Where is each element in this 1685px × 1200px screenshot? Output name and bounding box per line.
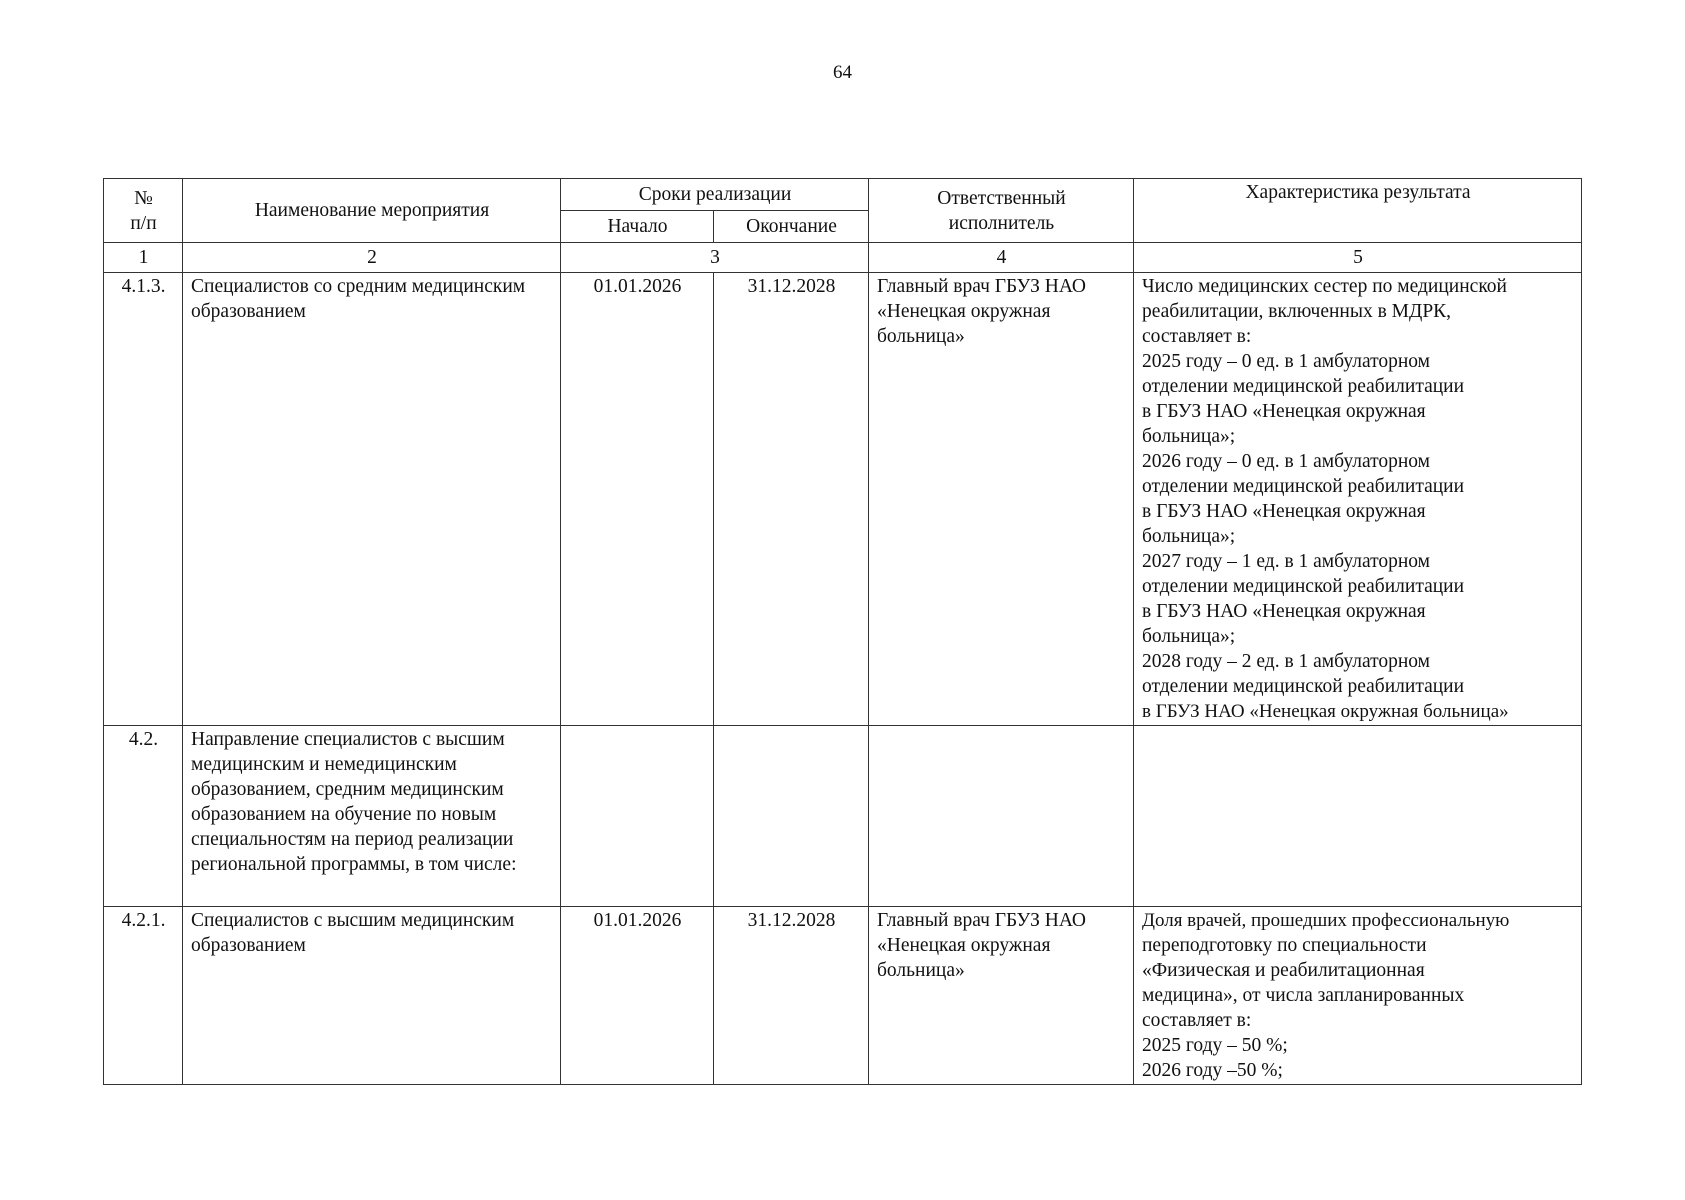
header-period: Сроки реализации: [561, 179, 869, 211]
row-name: Специалистов со средним медицинским образованием: [183, 273, 561, 726]
header-name: Наименование мероприятия: [183, 179, 561, 243]
result-line: 2025 году – 50 %;: [1142, 1035, 1288, 1056]
result-line: отделении медицинской реабилитации: [1142, 476, 1465, 497]
result-line: отделении медицинской реабилитации: [1142, 676, 1465, 697]
header-end: Окончание: [714, 211, 869, 243]
result-line: больница»;: [1142, 426, 1236, 447]
row-num: 4.1.3.: [104, 273, 183, 726]
table-row: [104, 907, 1582, 1085]
header-responsible: [869, 179, 1134, 243]
result-line: Число медицинских сестер по медицинской: [1142, 276, 1507, 297]
result-line: реабилитации, включенных в МДРК,: [1142, 301, 1452, 322]
header-num-line1: №: [134, 187, 153, 209]
row-start: 01.01.2026: [561, 907, 714, 1085]
result-line: в ГБУЗ НАО «Ненецкая окружная: [1142, 501, 1426, 522]
result-line: «Физическая и реабилитационная: [1142, 960, 1425, 981]
result-line: составляет в:: [1142, 326, 1252, 347]
result-line: 2025 году – 0 ед. в 1 амбулаторном: [1142, 351, 1431, 372]
result-line: 2026 году – 0 ед. в 1 амбулаторном: [1142, 451, 1431, 472]
header-num: [104, 179, 183, 243]
result-line: в ГБУЗ НАО «Ненецкая окружная: [1142, 401, 1426, 422]
result-line: Доля врачей, прошедших профессиональную: [1142, 910, 1510, 931]
result-line: медицина», от числа запланированных: [1142, 985, 1465, 1006]
header-responsible-line2: исполнитель: [948, 212, 1055, 234]
column-number-2: 2: [183, 243, 561, 273]
page-number: 64: [833, 62, 852, 83]
column-number-3: 3: [561, 243, 869, 273]
result-line: 2026 году –50 %;: [1142, 1060, 1283, 1081]
row-end: 31.12.2028: [714, 273, 869, 726]
result-line: в ГБУЗ НАО «Ненецкая окружная больница»: [1142, 701, 1509, 722]
row-start: 01.01.2026: [561, 273, 714, 726]
result-line: составляет в:: [1142, 1010, 1252, 1031]
column-number-5: 5: [1134, 243, 1582, 273]
row-num: 4.2.: [104, 726, 183, 907]
row-end: [714, 726, 869, 907]
row-num: 4.2.1.: [104, 907, 183, 1085]
row-result: [1134, 273, 1582, 726]
header-start: Начало: [561, 211, 714, 243]
result-line: в ГБУЗ НАО «Ненецкая окружная: [1142, 601, 1426, 622]
result-line: больница»;: [1142, 626, 1236, 647]
row-responsible: [869, 726, 1134, 907]
row-name: Направление специалистов с высшим медицинским и немедицинским образованием, средним медицинским образованием на обучение по новым специальностям на период реализации региональной программы, в том числе:: [183, 726, 561, 907]
row-result: [1134, 726, 1582, 907]
header-result: Характеристика результата: [1134, 179, 1582, 243]
column-number-1: 1: [104, 243, 183, 273]
result-line: отделении медицинской реабилитации: [1142, 576, 1465, 597]
column-number-4: 4: [869, 243, 1134, 273]
row-responsible: Главный врач ГБУЗ НАО «Ненецкая окружная больница»: [869, 907, 1134, 1085]
activities-table: [103, 178, 1582, 1085]
table-row: [104, 273, 1582, 726]
result-line: 2028 году – 2 ед. в 1 амбулаторном: [1142, 651, 1431, 672]
header-responsible-line1: Ответственный: [937, 187, 1066, 209]
row-start: [561, 726, 714, 907]
row-end: 31.12.2028: [714, 907, 869, 1085]
table-row: [104, 726, 1582, 907]
row-result: [1134, 907, 1582, 1085]
row-name: Специалистов с высшим медицинским образованием: [183, 907, 561, 1085]
result-line: 2027 году – 1 ед. в 1 амбулаторном: [1142, 551, 1431, 572]
result-line: отделении медицинской реабилитации: [1142, 376, 1465, 397]
header-num-line2: п/п: [130, 212, 157, 234]
result-line: переподготовку по специальности: [1142, 935, 1427, 956]
result-line: больница»;: [1142, 526, 1236, 547]
row-responsible: Главный врач ГБУЗ НАО «Ненецкая окружная больница»: [869, 273, 1134, 726]
